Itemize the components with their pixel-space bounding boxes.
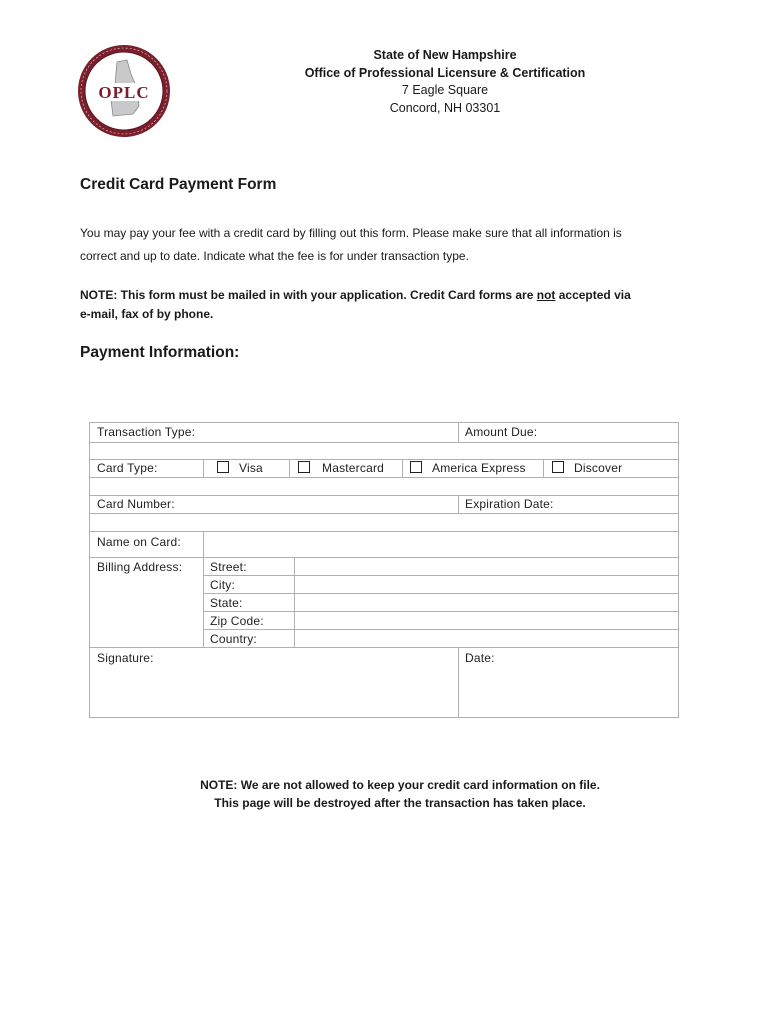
- mastercard-checkbox[interactable]: [298, 461, 310, 473]
- signature-label: Signature:: [97, 651, 154, 665]
- transaction-type-label: Transaction Type:: [97, 425, 196, 439]
- american-express-label: America Express: [432, 461, 526, 475]
- city-label: City:: [210, 578, 235, 592]
- visa-checkbox[interactable]: [217, 461, 229, 473]
- card-number-label: Card Number:: [97, 497, 175, 511]
- header-city: Concord, NH 03301: [389, 100, 501, 115]
- intro-line-2: correct and up to date. Indicate what the fee is for under transaction type.: [80, 249, 469, 263]
- intro-line-1: You may pay your fee with a credit card by filling out this form. Please make sure that all information is: [80, 226, 622, 240]
- oplc-seal-logo: [77, 44, 171, 138]
- expiration-date-label: Expiration Date:: [465, 497, 554, 511]
- mail-note-part1: NOTE: This form must be mailed in with your application. Credit Card forms are: [80, 288, 537, 302]
- mastercard-label: Mastercard: [322, 461, 385, 475]
- header-office: Office of Professional Licensure & Certification: [304, 65, 586, 80]
- discover-label: Discover: [574, 461, 623, 475]
- payment-form-table: [89, 422, 679, 718]
- visa-label: Visa: [239, 461, 263, 475]
- agency-header: [260, 47, 630, 117]
- date-label: Date:: [465, 651, 495, 665]
- retention-note: [160, 776, 640, 812]
- mail-note-line2: e-mail, fax of by phone.: [80, 307, 214, 321]
- logo-text: OPLC: [98, 83, 150, 102]
- state-label: State:: [210, 596, 243, 610]
- payment-info-title: Payment Information:: [80, 344, 240, 361]
- name-on-card-label: Name on Card:: [97, 535, 181, 549]
- intro-text: [80, 222, 680, 268]
- zip-code-label: Zip Code:: [210, 614, 264, 628]
- header-street: 7 Eagle Square: [401, 83, 489, 97]
- amount-due-label: Amount Due:: [465, 425, 538, 439]
- mail-note: [80, 286, 690, 324]
- american-express-checkbox[interactable]: [410, 461, 422, 473]
- form-title: Credit Card Payment Form: [80, 176, 277, 193]
- discover-checkbox[interactable]: [552, 461, 564, 473]
- retention-note-line2: This page will be destroyed after the transaction has taken place.: [214, 796, 586, 810]
- retention-note-line1: NOTE: We are not allowed to keep your credit card information on file.: [200, 778, 600, 792]
- card-type-label: Card Type:: [97, 461, 158, 475]
- billing-address-label: Billing Address:: [97, 560, 183, 574]
- country-label: Country:: [210, 632, 257, 646]
- mail-note-not: not: [536, 288, 556, 302]
- header-state: State of New Hampshire: [373, 48, 517, 62]
- mail-note-part2: accepted via: [555, 288, 631, 302]
- street-label: Street:: [210, 560, 247, 574]
